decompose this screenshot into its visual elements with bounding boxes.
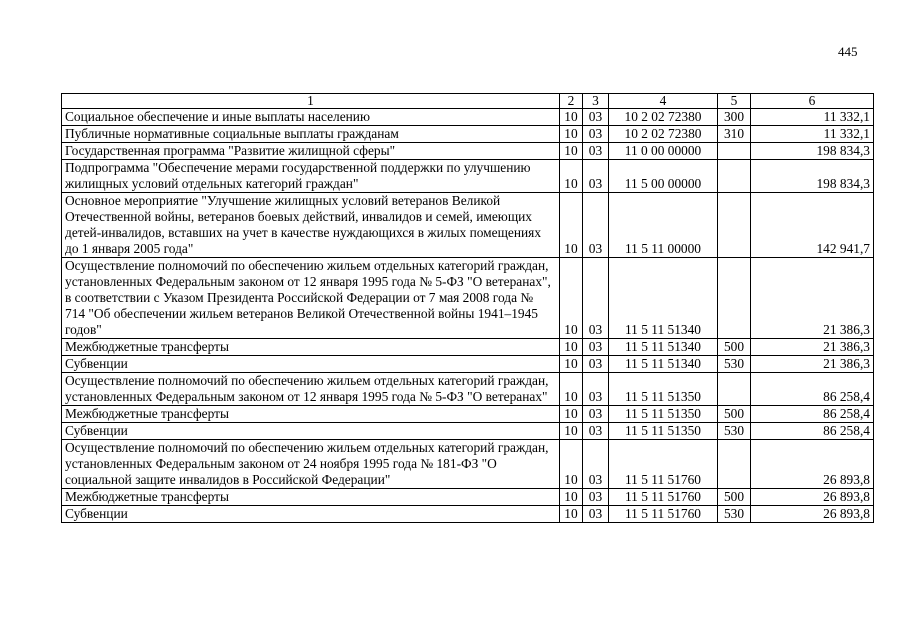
row-target-article-cell: 11 5 11 51760 (609, 506, 718, 523)
row-name-cell: Государственная программа "Развитие жилищной сферы" (62, 143, 560, 160)
row-section-cell: 10 (560, 258, 583, 339)
row-section-cell: 10 (560, 423, 583, 440)
row-name-cell: Подпрограмма "Обеспечение мерами государственной поддержки по улучшению жилищных условий отдельных категорий граждан" (62, 160, 560, 193)
row-amount-cell: 198 834,3 (751, 160, 874, 193)
row-subsection-cell: 03 (583, 356, 609, 373)
row-target-article-cell: 11 5 11 51350 (609, 423, 718, 440)
row-expense-type-cell (718, 160, 751, 193)
row-expense-type-cell (718, 373, 751, 406)
table-row (62, 406, 874, 423)
row-section-cell: 10 (560, 356, 583, 373)
row-expense-type-cell (718, 143, 751, 160)
row-name-cell: Субвенции (62, 356, 560, 373)
row-expense-type-cell (718, 258, 751, 339)
row-section-cell: 10 (560, 160, 583, 193)
table-row (62, 423, 874, 440)
row-amount-cell: 26 893,8 (751, 489, 874, 506)
page-number: 445 (838, 44, 858, 59)
row-name-cell: Осуществление полномочий по обеспечению жильем отдельных категорий граждан, установленных Федеральным законом от 12 января 1995 года № 5-ФЗ "О ветеранах", в соответствии с Указом Президента Российской Федерации от 7 мая 2008 года № 714 "Об обеспечении жильем ветеранов Великой Отечественной войны 1941–1945 годов" (62, 258, 560, 339)
row-subsection-cell: 03 (583, 406, 609, 423)
row-section-cell: 10 (560, 506, 583, 523)
table-row (62, 126, 874, 143)
row-amount-cell: 86 258,4 (751, 423, 874, 440)
row-expense-type-cell: 530 (718, 506, 751, 523)
row-name-cell: Публичные нормативные социальные выплаты гражданам (62, 126, 560, 143)
header-cell-6: 6 (751, 94, 874, 109)
header-cell-4: 4 (609, 94, 718, 109)
header-cell-3: 3 (583, 94, 609, 109)
row-subsection-cell: 03 (583, 339, 609, 356)
row-name-cell: Межбюджетные трансферты (62, 489, 560, 506)
row-subsection-cell: 03 (583, 489, 609, 506)
row-amount-cell: 86 258,4 (751, 373, 874, 406)
row-name-cell: Субвенции (62, 423, 560, 440)
row-name-cell: Осуществление полномочий по обеспечению жильем отдельных категорий граждан, установленных Федеральным законом от 24 ноября 1995 года № 181-ФЗ "О социальной защите инвалидов в Российской Федерации" (62, 440, 560, 489)
row-subsection-cell: 03 (583, 506, 609, 523)
row-target-article-cell: 10 2 02 72380 (609, 109, 718, 126)
row-subsection-cell: 03 (583, 143, 609, 160)
table-row (62, 489, 874, 506)
row-subsection-cell: 03 (583, 258, 609, 339)
row-expense-type-cell: 500 (718, 339, 751, 356)
table-row (62, 109, 874, 126)
row-section-cell: 10 (560, 373, 583, 406)
row-name-cell: Межбюджетные трансферты (62, 406, 560, 423)
table-header-row (62, 94, 874, 109)
table-row (62, 339, 874, 356)
row-expense-type-cell (718, 440, 751, 489)
row-target-article-cell: 11 0 00 00000 (609, 143, 718, 160)
row-subsection-cell: 03 (583, 109, 609, 126)
row-section-cell: 10 (560, 109, 583, 126)
row-section-cell: 10 (560, 406, 583, 423)
row-target-article-cell: 11 5 11 51760 (609, 489, 718, 506)
header-cell-1: 1 (62, 94, 560, 109)
row-target-article-cell: 11 5 11 51760 (609, 440, 718, 489)
row-subsection-cell: 03 (583, 126, 609, 143)
table-row (62, 506, 874, 523)
row-amount-cell: 198 834,3 (751, 143, 874, 160)
row-amount-cell: 11 332,1 (751, 109, 874, 126)
row-name-cell: Основное мероприятие "Улучшение жилищных условий ветеранов Великой Отечественной войны, ветеранов боевых действий, инвалидов и семей, имеющих детей-инвалидов, вставших на учет в качестве нуждающихся в жилых помещениях до 1 января 2005 года" (62, 193, 560, 258)
table-row (62, 356, 874, 373)
budget-table (61, 93, 874, 523)
row-target-article-cell: 10 2 02 72380 (609, 126, 718, 143)
row-target-article-cell: 11 5 11 51340 (609, 339, 718, 356)
table-row (62, 193, 874, 258)
table-row (62, 143, 874, 160)
budget-table-body (62, 94, 874, 523)
row-target-article-cell: 11 5 00 00000 (609, 160, 718, 193)
row-subsection-cell: 03 (583, 160, 609, 193)
row-amount-cell: 11 332,1 (751, 126, 874, 143)
row-name-cell: Осуществление полномочий по обеспечению жильем отдельных категорий граждан, установленных Федеральным законом от 12 января 1995 года № 5-ФЗ "О ветеранах" (62, 373, 560, 406)
row-expense-type-cell: 500 (718, 406, 751, 423)
row-amount-cell: 26 893,8 (751, 506, 874, 523)
row-amount-cell: 86 258,4 (751, 406, 874, 423)
table-row (62, 258, 874, 339)
table-row (62, 373, 874, 406)
row-amount-cell: 21 386,3 (751, 356, 874, 373)
row-target-article-cell: 11 5 11 51340 (609, 258, 718, 339)
row-expense-type-cell: 530 (718, 356, 751, 373)
row-target-article-cell: 11 5 11 51340 (609, 356, 718, 373)
row-section-cell: 10 (560, 339, 583, 356)
row-expense-type-cell: 310 (718, 126, 751, 143)
row-subsection-cell: 03 (583, 373, 609, 406)
row-expense-type-cell: 500 (718, 489, 751, 506)
row-section-cell: 10 (560, 143, 583, 160)
row-section-cell: 10 (560, 440, 583, 489)
row-name-cell: Субвенции (62, 506, 560, 523)
row-expense-type-cell: 530 (718, 423, 751, 440)
row-target-article-cell: 11 5 11 51350 (609, 406, 718, 423)
row-subsection-cell: 03 (583, 440, 609, 489)
header-cell-5: 5 (718, 94, 751, 109)
table-row (62, 440, 874, 489)
row-expense-type-cell (718, 193, 751, 258)
row-amount-cell: 26 893,8 (751, 440, 874, 489)
row-amount-cell: 142 941,7 (751, 193, 874, 258)
row-section-cell: 10 (560, 489, 583, 506)
table-row (62, 160, 874, 193)
row-section-cell: 10 (560, 193, 583, 258)
row-subsection-cell: 03 (583, 423, 609, 440)
row-name-cell: Социальное обеспечение и иные выплаты населению (62, 109, 560, 126)
header-cell-2: 2 (560, 94, 583, 109)
row-name-cell: Межбюджетные трансферты (62, 339, 560, 356)
row-expense-type-cell: 300 (718, 109, 751, 126)
row-subsection-cell: 03 (583, 193, 609, 258)
row-amount-cell: 21 386,3 (751, 339, 874, 356)
row-target-article-cell: 11 5 11 00000 (609, 193, 718, 258)
row-section-cell: 10 (560, 126, 583, 143)
row-target-article-cell: 11 5 11 51350 (609, 373, 718, 406)
row-amount-cell: 21 386,3 (751, 258, 874, 339)
